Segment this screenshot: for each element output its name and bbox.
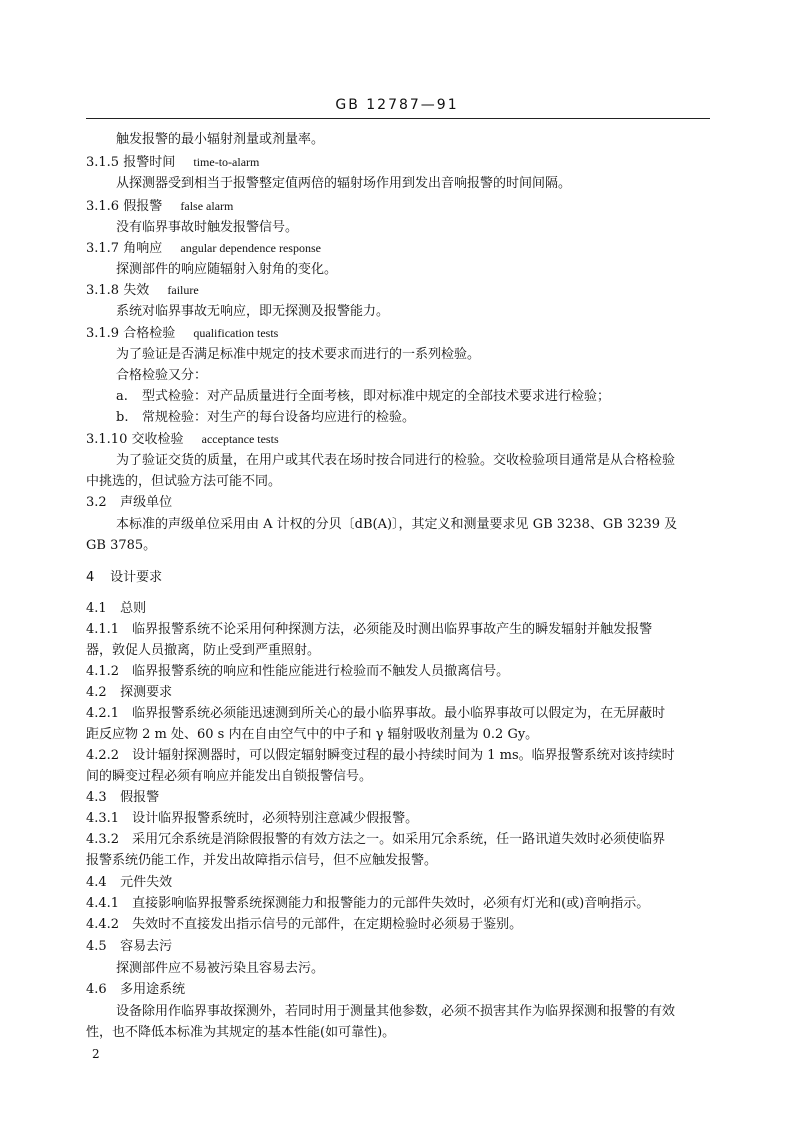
paragraph-4-2-1-line1: 4.2.1 临界报警系统必须能迅速测到所关心的最小临界事故。最小临界事故可以假定为，在无屏蔽时 [86, 706, 666, 721]
paragraph-4-1-1-line2: 器，敦促人员撤离，防止受到严重照射。 [86, 643, 321, 658]
section-number: 3.1.8 [86, 283, 120, 298]
section-title: 报警时间 [123, 155, 176, 170]
section-number: 3.1.6 [86, 199, 120, 214]
section-4-heading [86, 569, 162, 587]
paragraph-3-1-9: 为了验证是否满足标准中规定的技术要求而进行的一系列检验。 [116, 347, 481, 362]
list-item-text: 常规检验：对生产的每台设备均应进行的检验。 [142, 410, 416, 425]
section-title-en: acceptance tests [201, 432, 279, 446]
section-title: 假报警 [120, 790, 160, 805]
paragraph-4-1-1-line1: 4.1.1 临界报警系统不论采用何种探测方法，必须能及时测出临界事故产生的瞬发辐射并触发报警 [86, 622, 653, 637]
section-number: 4.2 [86, 685, 107, 700]
paragraph-3-1-7: 探测部件的响应随辐射入射角的变化。 [116, 262, 338, 277]
list-item-a [116, 388, 610, 406]
section-4-6 [86, 981, 185, 999]
list-item-text: 型式检验：对产品质量进行全面考核，即对标准中规定的全部技术要求进行检验； [142, 389, 611, 404]
section-title: 多用途系统 [120, 982, 186, 997]
section-number: 4 [86, 570, 95, 585]
section-title: 失效 [123, 283, 150, 298]
paragraph-3-1-9b: 合格检验又分： [116, 368, 208, 383]
section-number: 4.6 [86, 982, 107, 997]
header-rule [86, 118, 710, 119]
section-3-1-9 [86, 324, 278, 343]
paragraph-3-1-6: 没有临界事故时触发报警信号。 [116, 220, 299, 235]
paragraph-4-6-line1: 设备除用作临界事故探测外，若同时用于测量其他参数，必须不损害其作为临界探测和报警的有效 [116, 1004, 676, 1019]
paragraph-4-4-2: 4.4.2 失效时不直接发出指示信号的元部件，在定期检验时必须易于鉴别。 [86, 917, 523, 932]
paragraph-3-2-line1: 本标准的声级单位采用由 A 计权的分贝〔dB(A)〕，其定义和测量要求见 GB 3238、GB 3239 及 [116, 517, 678, 532]
paragraph-4-5: 探测部件应不易被污染且容易去污。 [116, 961, 325, 976]
paragraph-3-1-5: 从探测器受到相当于报警整定值两倍的辐射场作用到发出音响报警的时间间隔。 [116, 176, 572, 191]
list-item-b [116, 409, 415, 427]
paragraph-4-3-2-line2: 报警系统仍能工作，并发出故障指示信号，但不应触发报警。 [86, 853, 438, 868]
section-title-en: qualification tests [193, 326, 279, 340]
section-title-en: false alarm [180, 199, 234, 213]
paragraph-3-1-10-line1: 为了验证交货的质量，在用户或其代表在场时按合同进行的检验。交收检验项目通常是从合格检验 [116, 453, 676, 468]
section-3-1-10 [86, 430, 279, 449]
paragraph-4-2-1-line2: 距反应物 2 m 处、60 s 内在自由空气中的中子和 γ 辐射吸收剂量为 0.2 Gy。 [86, 727, 539, 742]
paragraph-4-1-2: 4.1.2 临界报警系统的响应和性能应能进行检验而不触发人员撤离信号。 [86, 664, 510, 679]
paragraph-3-1-10-line2: 中挑选的，但试验方法可能不同。 [86, 474, 282, 489]
section-4-5 [86, 938, 172, 956]
section-title: 假报警 [123, 199, 163, 214]
section-number: 4.3 [86, 790, 107, 805]
paragraph-4-3-2-line1: 4.3.2 采用冗余系统是消除假报警的有效方法之一。如采用冗余系统，任一路讯道失效时必须使临界 [86, 832, 666, 847]
section-title: 容易去污 [120, 939, 173, 954]
section-number: 3.1.10 [86, 432, 128, 447]
section-4-1 [86, 600, 146, 618]
section-title-en: time-to-alarm [193, 155, 260, 169]
section-title: 角响应 [123, 241, 163, 256]
paragraph-3-1-8: 系统对临界事故无响应，即无探测及报警能力。 [116, 304, 390, 319]
section-4-2 [86, 684, 172, 702]
section-4-4 [86, 874, 172, 892]
list-item-letter: b. [116, 410, 129, 425]
section-title: 交收检验 [131, 432, 184, 447]
section-3-1-7 [86, 239, 321, 258]
section-3-1-5 [86, 153, 259, 172]
section-4-3 [86, 789, 159, 807]
section-title: 总则 [120, 601, 147, 616]
section-3-1-6 [86, 197, 233, 216]
section-number: 4.5 [86, 939, 107, 954]
section-title-en: failure [167, 283, 199, 297]
paragraph-4-4-1: 4.4.1 直接影响临界报警系统探测能力和报警能力的元部件失效时，必须有灯光和(或)音响指示。 [86, 896, 650, 911]
paragraph-3-2-line2: GB 3785。 [86, 538, 157, 553]
section-title: 探测要求 [120, 685, 173, 700]
section-title: 设计要求 [110, 570, 163, 585]
section-number: 3.1.5 [86, 155, 120, 170]
paragraph-4-3-1: 4.3.1 设计临界报警系统时，必须特别注意减少假报警。 [86, 811, 419, 826]
section-number: 4.4 [86, 875, 107, 890]
section-3-1-8 [86, 281, 199, 300]
page-header: GB 12787—91 [335, 97, 459, 113]
section-title-en: angular dependence response [180, 241, 321, 255]
page-number: 2 [92, 1047, 100, 1061]
section-number: 3.1.9 [86, 326, 120, 341]
paragraph-4-6-line2: 性，也不降低本标准为其规定的基本性能(如可靠性)。 [86, 1025, 396, 1040]
paragraph-4-2-2-line1: 4.2.2 设计辐射探测器时，可以假定辐射瞬变过程的最小持续时间为 1 ms。临界报警系统对该持续时 [86, 748, 675, 763]
section-title: 声级单位 [120, 495, 173, 510]
paragraph-3-1-4-cont: 触发报警的最小辐射剂量或剂量率。 [116, 132, 325, 147]
section-number: 3.1.7 [86, 241, 120, 256]
section-title: 元件失效 [120, 875, 173, 890]
section-number: 3.2 [86, 495, 107, 510]
section-number: 4.1 [86, 601, 107, 616]
section-title: 合格检验 [123, 326, 176, 341]
section-3-2 [86, 494, 172, 512]
paragraph-4-2-2-line2: 间的瞬变过程必须有响应并能发出自锁报警信号。 [86, 769, 373, 784]
list-item-letter: a. [116, 389, 128, 404]
